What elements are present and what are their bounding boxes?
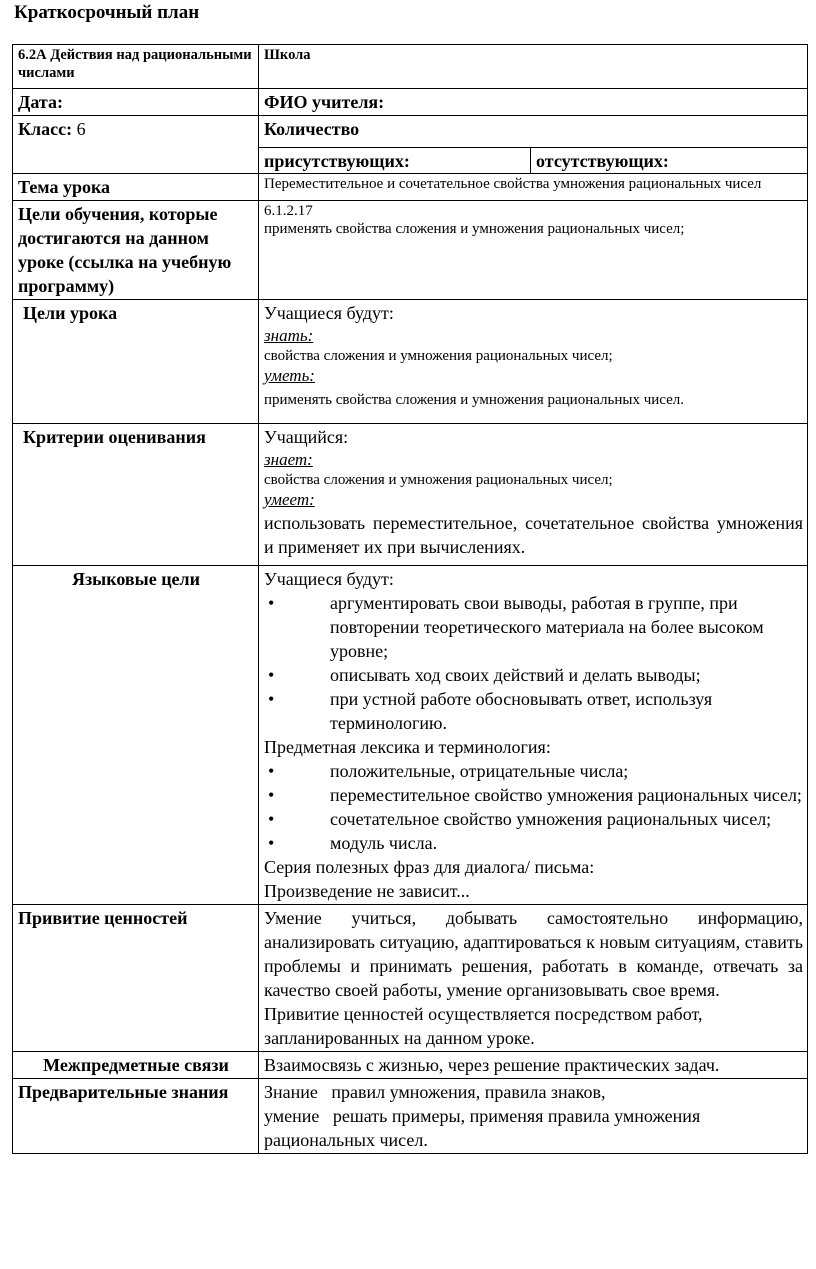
criteria-label: Критерии оценивания: [13, 424, 259, 566]
count-cell: [259, 116, 808, 174]
date-row: [13, 89, 808, 116]
present-label: присутствующих:: [259, 148, 531, 174]
objectives-row: [13, 201, 808, 300]
class-label: Класс:: [18, 119, 73, 139]
bullet-item: • модуль числа.: [264, 831, 803, 855]
topic-label: Тема урока: [13, 174, 259, 201]
lesson-goals-row: [13, 300, 808, 424]
lesson-goals-label: Цели урока: [13, 300, 259, 424]
criteria-can-label: умеет:: [264, 490, 315, 509]
page-title: Краткосрочный план: [14, 2, 200, 23]
topic-value: Переместительное и сочетательное свойства умножения рациональных чисел: [259, 174, 808, 201]
criteria-row: [13, 424, 808, 566]
vocab-title: Предметная лексика и терминология:: [264, 737, 551, 757]
language-label: Языковые цели: [13, 566, 259, 905]
prior-row: [13, 1079, 808, 1154]
values-row: [13, 905, 808, 1052]
knows-value: свойства сложения и умножения рациональных чисел;: [264, 472, 613, 488]
count-label: Количество: [264, 119, 360, 139]
school-label: Школа: [259, 45, 808, 89]
prior-line-2: умение решать примеры, применяя правила умножения рациональных чисел.: [264, 1106, 705, 1150]
bullet-icon: •: [268, 665, 275, 685]
bullet-item: • описывать ход своих действий и делать выводы;: [264, 663, 803, 687]
values-text-2: Привитие ценностей осуществляется посредством работ, запланированных на данном уроке.: [264, 1004, 703, 1048]
phrases-value: Произведение не зависит...: [264, 881, 470, 901]
bullet-item: • аргументировать свои выводы, работая в группе, при повторении теоретического материала на более высоком уровне;: [264, 591, 803, 663]
can-label: уметь:: [264, 366, 315, 385]
topic-row: [13, 174, 808, 201]
date-label: Дата:: [13, 89, 259, 116]
objectives-value: применять свойства сложения и умножения рациональных чисел;: [264, 221, 685, 237]
criteria-can-value: использовать переместительное, сочетательное свойства умножения и применяет их при вычислениях.: [264, 513, 803, 557]
teacher-label: ФИО учителя:: [259, 89, 808, 116]
bullet-icon: •: [268, 593, 275, 613]
lesson-plan-table: [12, 44, 808, 1154]
bullet-item: • положительные, отрицательные числа;: [264, 759, 803, 783]
lesson-goals-intro: Учащиеся будут:: [264, 303, 394, 323]
know-label: знать:: [264, 326, 314, 345]
bullet-item: • при устной работе обосновывать ответ, используя терминологию.: [264, 687, 803, 735]
bullet-item: • сочетательное свойство умножения рациональных чисел;: [264, 807, 803, 831]
bullet-item: • переместительное свойство умножения рациональных чисел;: [264, 783, 803, 807]
bullet-icon: •: [268, 785, 275, 805]
prior-line-1: Знание правил умножения, правила знаков,: [264, 1082, 606, 1102]
knows-label: знает:: [264, 450, 313, 469]
absent-label: отсутствующих:: [536, 151, 669, 171]
objectives-label: Цели обучения, которые достигаются на данном уроке (ссылка на учебную программу): [13, 201, 259, 300]
class-value: 6: [76, 119, 86, 139]
cross-label: Межпредметные связи: [13, 1052, 259, 1079]
know-value: свойства сложения и умножения рациональных чисел;: [264, 348, 613, 364]
language-row: [13, 566, 808, 905]
criteria-intro: Учащийся:: [264, 427, 349, 447]
phrases-title: Серия полезных фраз для диалога/ письма:: [264, 857, 595, 877]
objectives-code: 6.1.2.17: [264, 203, 313, 219]
cross-row: [13, 1052, 808, 1079]
unit-label: 6.2А Действия над рациональными числами: [13, 45, 259, 89]
values-text: Умение учиться, добывать самостоятельно информацию, анализировать ситуацию, адаптироваться к новым ситуациям, ставить проблемы и принимать решения, работать в команде, отвечать за качество своей работы, умение организовывать свое время.: [264, 908, 803, 1000]
class-cell: [13, 116, 259, 174]
unit-row: [13, 45, 808, 89]
prior-label: Предварительные знания: [13, 1079, 259, 1154]
language-intro: Учащиеся будут:: [264, 569, 394, 589]
can-value: применять свойства сложения и умножения рациональных чисел.: [264, 392, 685, 408]
cross-value: Взаимосвязь с жизнью, через решение практических задач.: [259, 1052, 808, 1079]
bullet-icon: •: [268, 809, 275, 829]
values-label: Привитие ценностей: [13, 905, 259, 1052]
bullet-icon: •: [268, 761, 275, 781]
class-row: [13, 116, 808, 174]
bullet-icon: •: [268, 689, 275, 709]
bullet-icon: •: [268, 833, 275, 853]
